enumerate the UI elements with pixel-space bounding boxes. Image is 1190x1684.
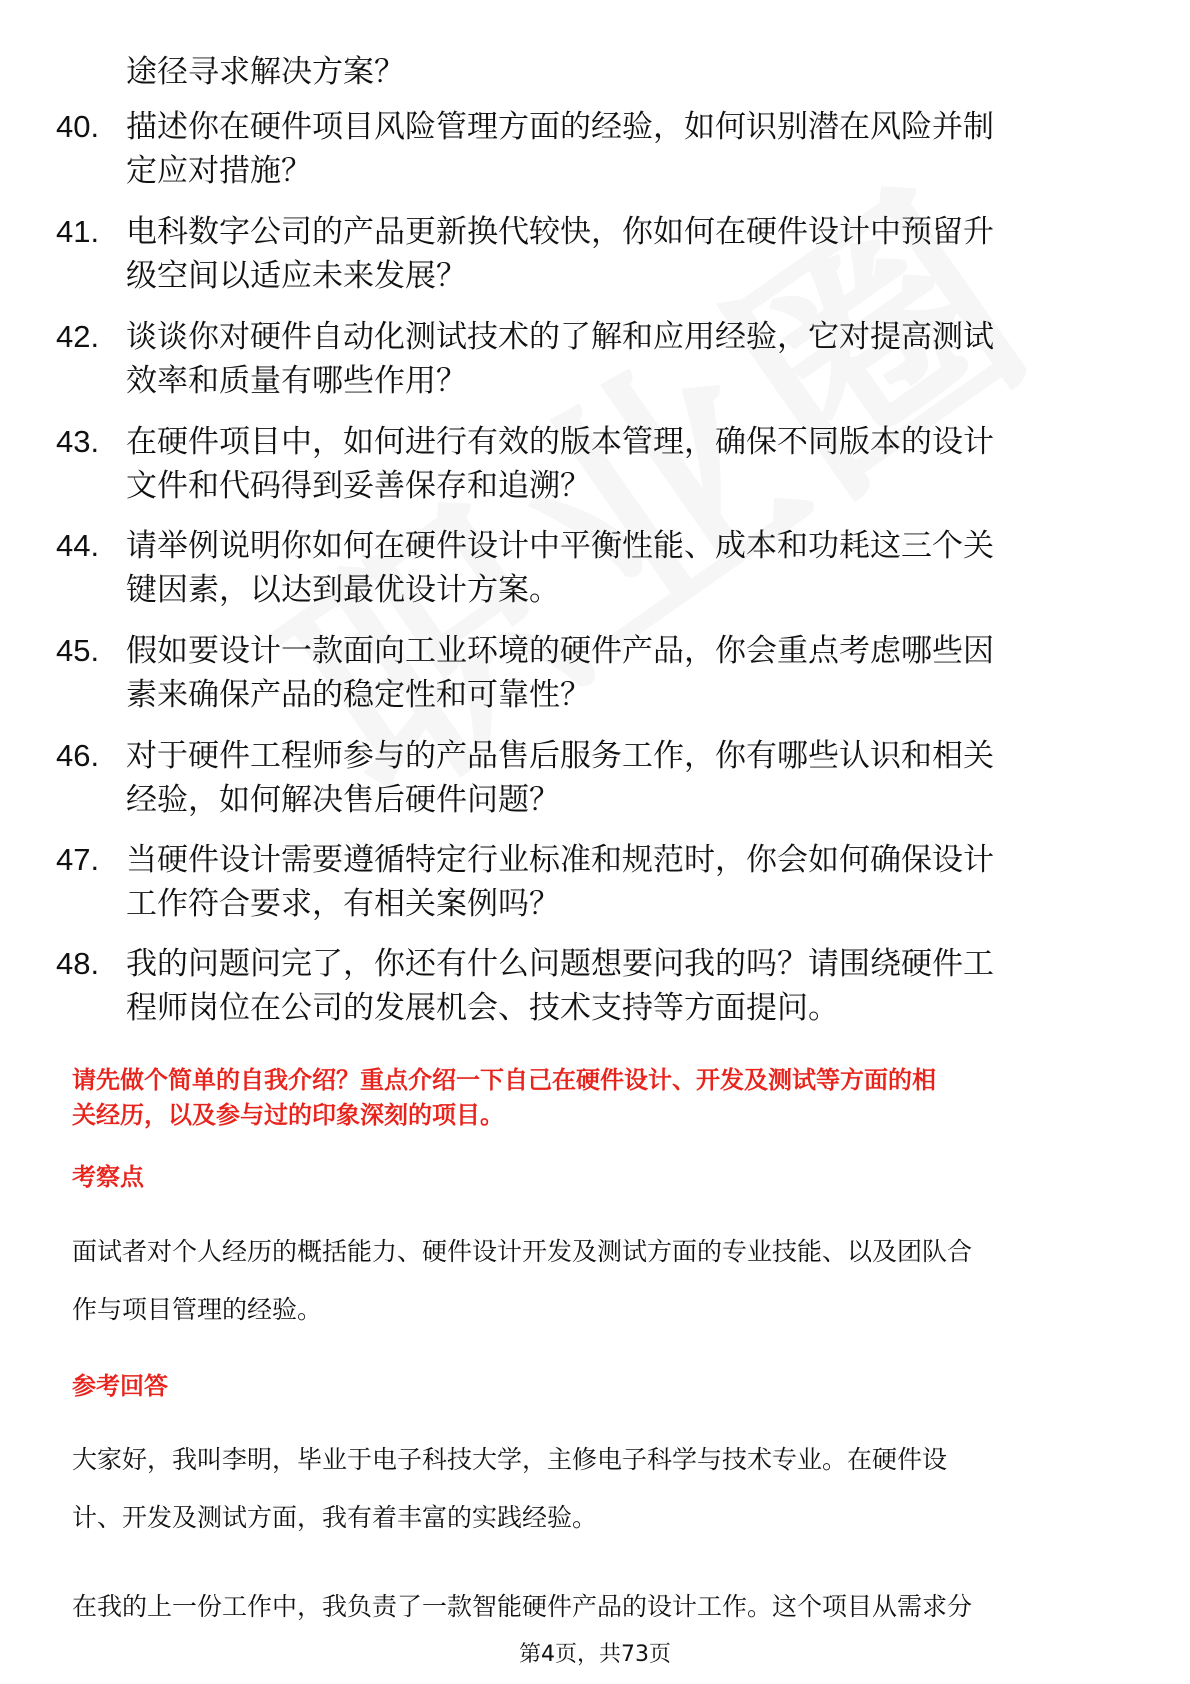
question-text: 我的问题问完了，你还有什么问题想要问我的吗？请围绕硬件工 程师岗位在公司的发展机会、技术支持等方面提问。 bbox=[126, 946, 994, 1026]
question-text: 描述你在硬件项目风险管理方面的经验，如何识别潜在风险并制 定应对措施？ bbox=[126, 109, 994, 189]
question-number: 46. bbox=[56, 738, 100, 773]
question-number: 41. bbox=[56, 214, 100, 249]
answer-label: 参考回答 bbox=[72, 1372, 168, 1400]
question-text: 电科数字公司的产品更新换代较快，你如何在硬件设计中预留升 级空间以适应未来发展？ bbox=[126, 214, 994, 294]
focus-label: 考察点 bbox=[72, 1163, 144, 1191]
question-text: 假如要设计一款面向工业环境的硬件产品，你会重点考虑哪些因 素来确保产品的稳定性和可靠性？ bbox=[126, 633, 994, 713]
question-number: 48. bbox=[56, 946, 100, 981]
question-number: 45. bbox=[56, 633, 100, 668]
question-number: 42. bbox=[56, 319, 100, 354]
question-number: 47. bbox=[56, 842, 100, 877]
question-continuation: 途径寻求解决方案？ bbox=[126, 54, 405, 90]
highlight-question: 请先做个简单的自我介绍？重点介绍一下自己在硬件设计、开发及测试等方面的相 关经历，以及参与过的印象深刻的项目。 bbox=[72, 1066, 936, 1129]
focus-text: 面试者对个人经历的概括能力、硬件设计开发及测试方面的专业技能、以及团队合 作与项目管理的经验。 bbox=[72, 1237, 973, 1324]
answer-paragraph: 大家好，我叫李明，毕业于电子科技大学，主修电子科学与技术专业。在硬件设 计、开发及测试方面，我有着丰富的实践经验。 bbox=[72, 1445, 948, 1532]
question-text: 在硬件项目中，如何进行有效的版本管理，确保不同版本的设计 文件和代码得到妥善保存和追溯？ bbox=[126, 424, 994, 504]
question-number: 44. bbox=[56, 528, 100, 563]
question-number: 40. bbox=[56, 109, 100, 144]
question-text: 谈谈你对硬件自动化测试技术的了解和应用经验，它对提高测试 效率和质量有哪些作用？ bbox=[126, 319, 994, 399]
question-text: 当硬件设计需要遵循特定行业标准和规范时，你会如何确保设计 工作符合要求，有相关案例吗？ bbox=[126, 842, 994, 922]
question-number: 43. bbox=[56, 424, 100, 459]
question-text: 对于硬件工程师参与的产品售后服务工作，你有哪些认识和相关 经验，如何解决售后硬件问题？ bbox=[126, 738, 994, 818]
answer-paragraph: 在我的上一份工作中，我负责了一款智能硬件产品的设计工作。这个项目从需求分 bbox=[72, 1592, 973, 1621]
question-text: 请举例说明你如何在硬件设计中平衡性能、成本和功耗这三个关 键因素，以达到最优设计方案。 bbox=[126, 528, 994, 608]
page-footer: 第4页，共73页 bbox=[519, 1642, 671, 1667]
